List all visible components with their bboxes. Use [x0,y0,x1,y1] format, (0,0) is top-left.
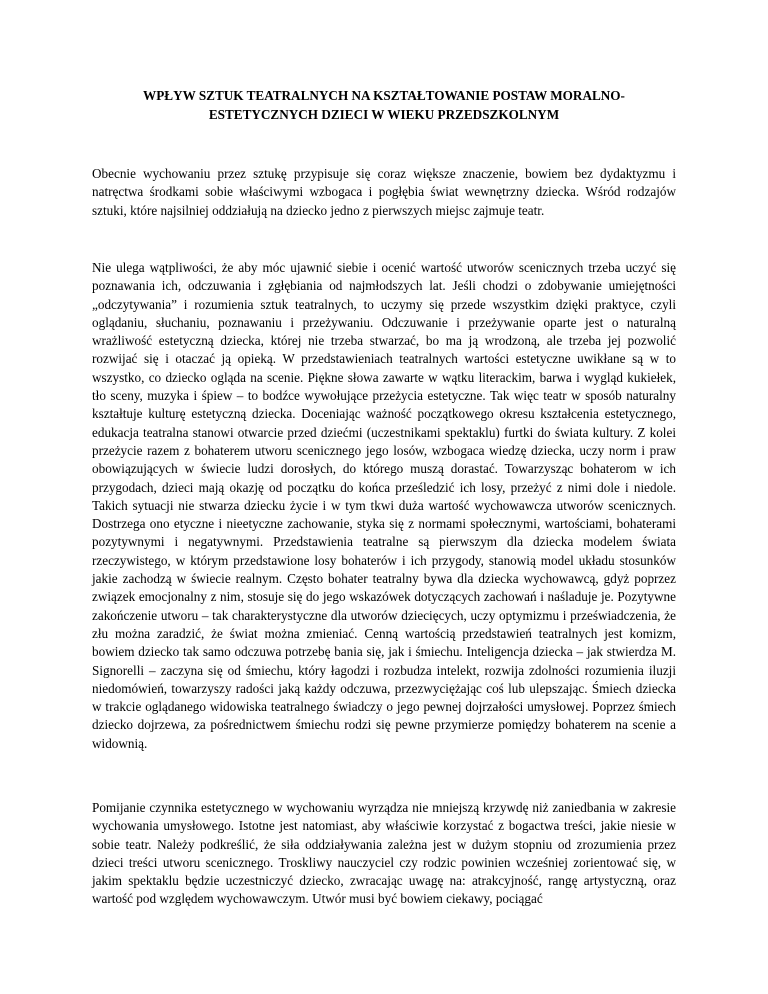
paragraph-2: Nie ulega wątpliwości, że aby móc ujawnić siebie i ocenić wartość utworów scenicznych trzeba uczyć się poznawania ich, odczuwania i zgłębiania od najmłodszych lat. Jeśli chodzi o zdobywanie umiejętności „odczytywania” i rozumienia sztuk teatralnych, to uczymy się przede wszystkim dzięki praktyce, czyli oglądaniu, słuchaniu, poznawaniu i przeżywaniu. Odczuwanie i przeżywanie oparte jest o naturalną wrażliwość estetyczną dziecka, której nie trzeba stwarzać, bo ma ją wrodzoną, ale trzeba jej pozwolić rozwijać się i otaczać ją opieką. W przedstawieniach teatralnych wartości estetyczne uwikłane są w to wszystko, co dziecko ogląda na scenie. Piękne słowa zawarte w wątku literackim, barwa i wygląd kukiełek, tło sceny, muzyka i śpiew – to bodźce wywołujące przeżycia estetyczne. Tak więc teatr w sposób naturalny kształtuje kulturę estetyczną dziecka. Doceniając ważność początkowego okresu kształcenia estetycznego, edukacja teatralna stanowi otwarcie przed dziećmi (uczestnikami spektaklu) furtki do świata kultury. Z kolei przeżycie razem z bohaterem utworu scenicznego jego losów, wzbogaca wiedzę dziecka, uczy norm i praw obowiązujących w świecie ludzi dorosłych, do którego muszą dorastać. Towarzysząc bohaterom w ich przygodach, dzieci mają okazję od początku do końca prześledzić ich losy, przeżyć z nimi dole i niedole. Takich sytuacji nie stwarza dziecku życie i w tym tkwi duża wartość wychowawcza utworów scenicznych. Dostrzega ono etyczne i nieetyczne zachowanie, styka się z normami społecznymi, wartościami, bohaterami pozytywnymi i negatywnymi. Przedstawienia teatralne są pierwszym dla dziecka modelem świata rzeczywistego, w którym przedstawione losy bohaterów i ich przygody, stanowią model układu stosunków jakie zachodzą w świecie realnym. Często bohater teatralny bywa dla dziecka wychowawcą, gdyż poprzez związek emocjonalny z nim, stosuje się do jego wskazówek dotyczących zachowań i naśladuje je. Pozytywne zakończenie utworu – tak charakterystyczne dla utworów dziecięcych, uczy optymizmu i przeświadczenia, że złu można zaradzić, że świat można zmieniać. Cenną wartością przedstawień teatralnych jest komizm, bowiem dziecko tak samo odczuwa potrzebę bania się, jak i śmiechu. Inteligencja dziecka – jak stwierdza M. Signorelli – zaczyna się od śmiechu, który łagodzi i rozbudza intelekt, rozwija zdolności rozumienia iluzji niedomówień, towarzyszy radości jaką każdy odczuwa, przezwyciężając coś lub ulepszając. Śmiech dziecka w trakcie oglądanego widowiska teatralnego świadczy o jego pewnej dojrzałości umysłowej. Poprzez śmiech dziecko dojrzewa, za pośrednictwem śmiechu rodzi się pewne przymierze pomiędzy bohaterem na scenie a widownią. [92,260,676,751]
document-title: WPŁYW SZTUK TEATRALNYCH NA KSZTAŁTOWANIE POSTAW MORALNO-ESTETYCZNYCH DZIECI W WIEKU PRZEDSZKOLNYM [143,88,625,122]
paragraph-3: Pomijanie czynnika estetycznego w wychowaniu wyrządza nie mniejszą krzywdę niż zaniedbania w zakresie wychowania umysłowego. Istotne jest natomiast, aby właściwie korzystać z bogactwa treści, jakie niesie w sobie teatr. Należy podkreślić, że siła oddziaływania zależna jest w dużym stopniu od zrozumienia przez dzieci treści utworu scenicznego. Troskliwy nauczyciel czy rodzic powinien wcześniej zorientować się, w jakim spektaklu będzie uczestniczyć dziecko, zwracając uwagę na: atrakcyjność, rangę artystyczną, oraz wartość pod względem wychowawczym. Utwór musi być bowiem ciekawy, pociągać [92,800,676,907]
paragraph-1: Obecnie wychowaniu przez sztukę przypisuje się coraz większe znaczenie, bowiem bez dydaktyzmu i natręctwa środkami sobie właściwymi wzbogaca i pogłębia świat wewnętrzny dziecka. Wśród rodzajów sztuki, które najsilniej oddziałują na dziecko jedno z pierwszych miejsc zajmuje teatr. [92,166,676,218]
